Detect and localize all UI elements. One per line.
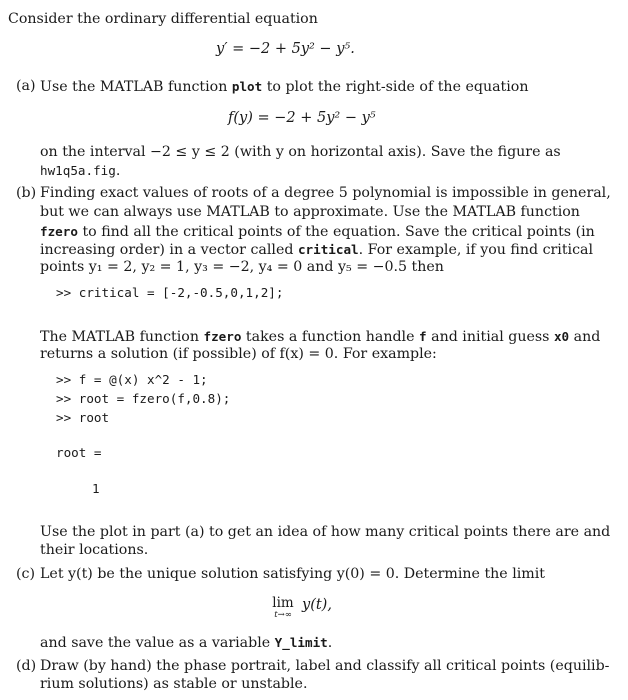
f-inline: f <box>419 329 427 344</box>
code-line-3: >> root <box>56 410 110 425</box>
critical-variable-name: critical <box>297 242 359 257</box>
y-limit-variable: Y_limit <box>274 635 328 650</box>
fzero-paragraph-line2: returns a solution (if possible) of f(x) = 0. For example: <box>40 346 437 362</box>
code-line-2: >> root = fzero(f,0.8); <box>56 391 231 406</box>
part-a-label: (a) <box>16 78 36 94</box>
limit-subscript: t→∞ <box>274 610 292 620</box>
part-a-text-after: to plot the right-side of the equation <box>266 79 529 95</box>
part-b-line4 <box>40 240 593 260</box>
limit-word: lim <box>272 595 294 611</box>
part-a-text-before: Use the MATLAB function <box>40 79 228 95</box>
part-b-line3 <box>40 222 595 242</box>
part-c-save-line <box>40 633 332 653</box>
plot-function-name: plot <box>231 79 263 94</box>
part-a-filename-line <box>40 161 120 181</box>
part-c-save-before: and save the value as a variable <box>40 635 271 651</box>
intro-text: Consider the ordinary differential equation <box>8 11 318 27</box>
hint-line2: their locations. <box>40 542 149 558</box>
part-b-line3-rest: to find all the critical points of the equation. Save the critical points (in <box>82 224 595 240</box>
fzero-para-b: takes a function handle <box>245 329 415 345</box>
part-d-line1: Draw (by hand) the phase portrait, label and classify all critical points (equilib- <box>40 658 610 674</box>
part-c-label: (c) <box>16 566 36 582</box>
part-a-line1 <box>40 77 528 97</box>
part-c-text: Let y(t) be the unique solution satisfying y(0) = 0. Determine the limit <box>40 566 545 582</box>
part-d-label: (d) <box>16 658 37 674</box>
figure-filename: hw1q5a.fig <box>40 163 116 178</box>
limit-expression: y(t), <box>302 597 332 613</box>
fzero-function-name: fzero <box>40 224 78 239</box>
limit-operator <box>268 596 298 620</box>
part-a-equation: f(y) = −2 + 5y² − y⁵ <box>228 110 376 126</box>
part-a-interval: on the interval −2 ≤ y ≤ 2 (with y on horizontal axis). Save the figure as <box>40 144 561 160</box>
fzero-para-c: and initial guess <box>431 329 550 345</box>
code-line-1: >> f = @(x) x^2 - 1; <box>56 372 208 387</box>
x0-inline: x0 <box>553 329 570 344</box>
part-b-line4-after: . For example, if you find critical <box>358 242 594 258</box>
fzero-para-d: and <box>573 329 601 345</box>
fzero-paragraph-line1 <box>40 327 600 347</box>
part-b-line1: Finding exact values of roots of a degree 5 polynomial is impossible in general, <box>40 185 611 201</box>
output-label: root = <box>56 445 102 460</box>
part-b-line2: but we can always use MATLAB to approximate. Use the MATLAB function <box>40 204 580 220</box>
part-d-line2: rium solutions) as stable or unstable. <box>40 676 308 692</box>
main-equation: y′ = −2 + 5y² − y⁵. <box>216 41 355 57</box>
output-value: 1 <box>92 481 100 496</box>
fzero-para-a: The MATLAB function <box>40 329 199 345</box>
fzero-inline: fzero <box>203 329 242 344</box>
hint-line1: Use the plot in part (a) to get an idea of how many critical points there are and <box>40 524 611 540</box>
part-b-label: (b) <box>16 185 37 201</box>
code-critical-example: >> critical = [-2,-0.5,0,1,2]; <box>56 285 284 300</box>
filename-period: . <box>115 163 121 179</box>
part-b-line5: points y₁ = 2, y₂ = 1, y₃ = −2, y₄ = 0 and y₅ = −0.5 then <box>40 259 444 275</box>
part-c-save-after: . <box>327 635 333 651</box>
part-b-line4-before: increasing order) in a vector called <box>40 242 294 258</box>
